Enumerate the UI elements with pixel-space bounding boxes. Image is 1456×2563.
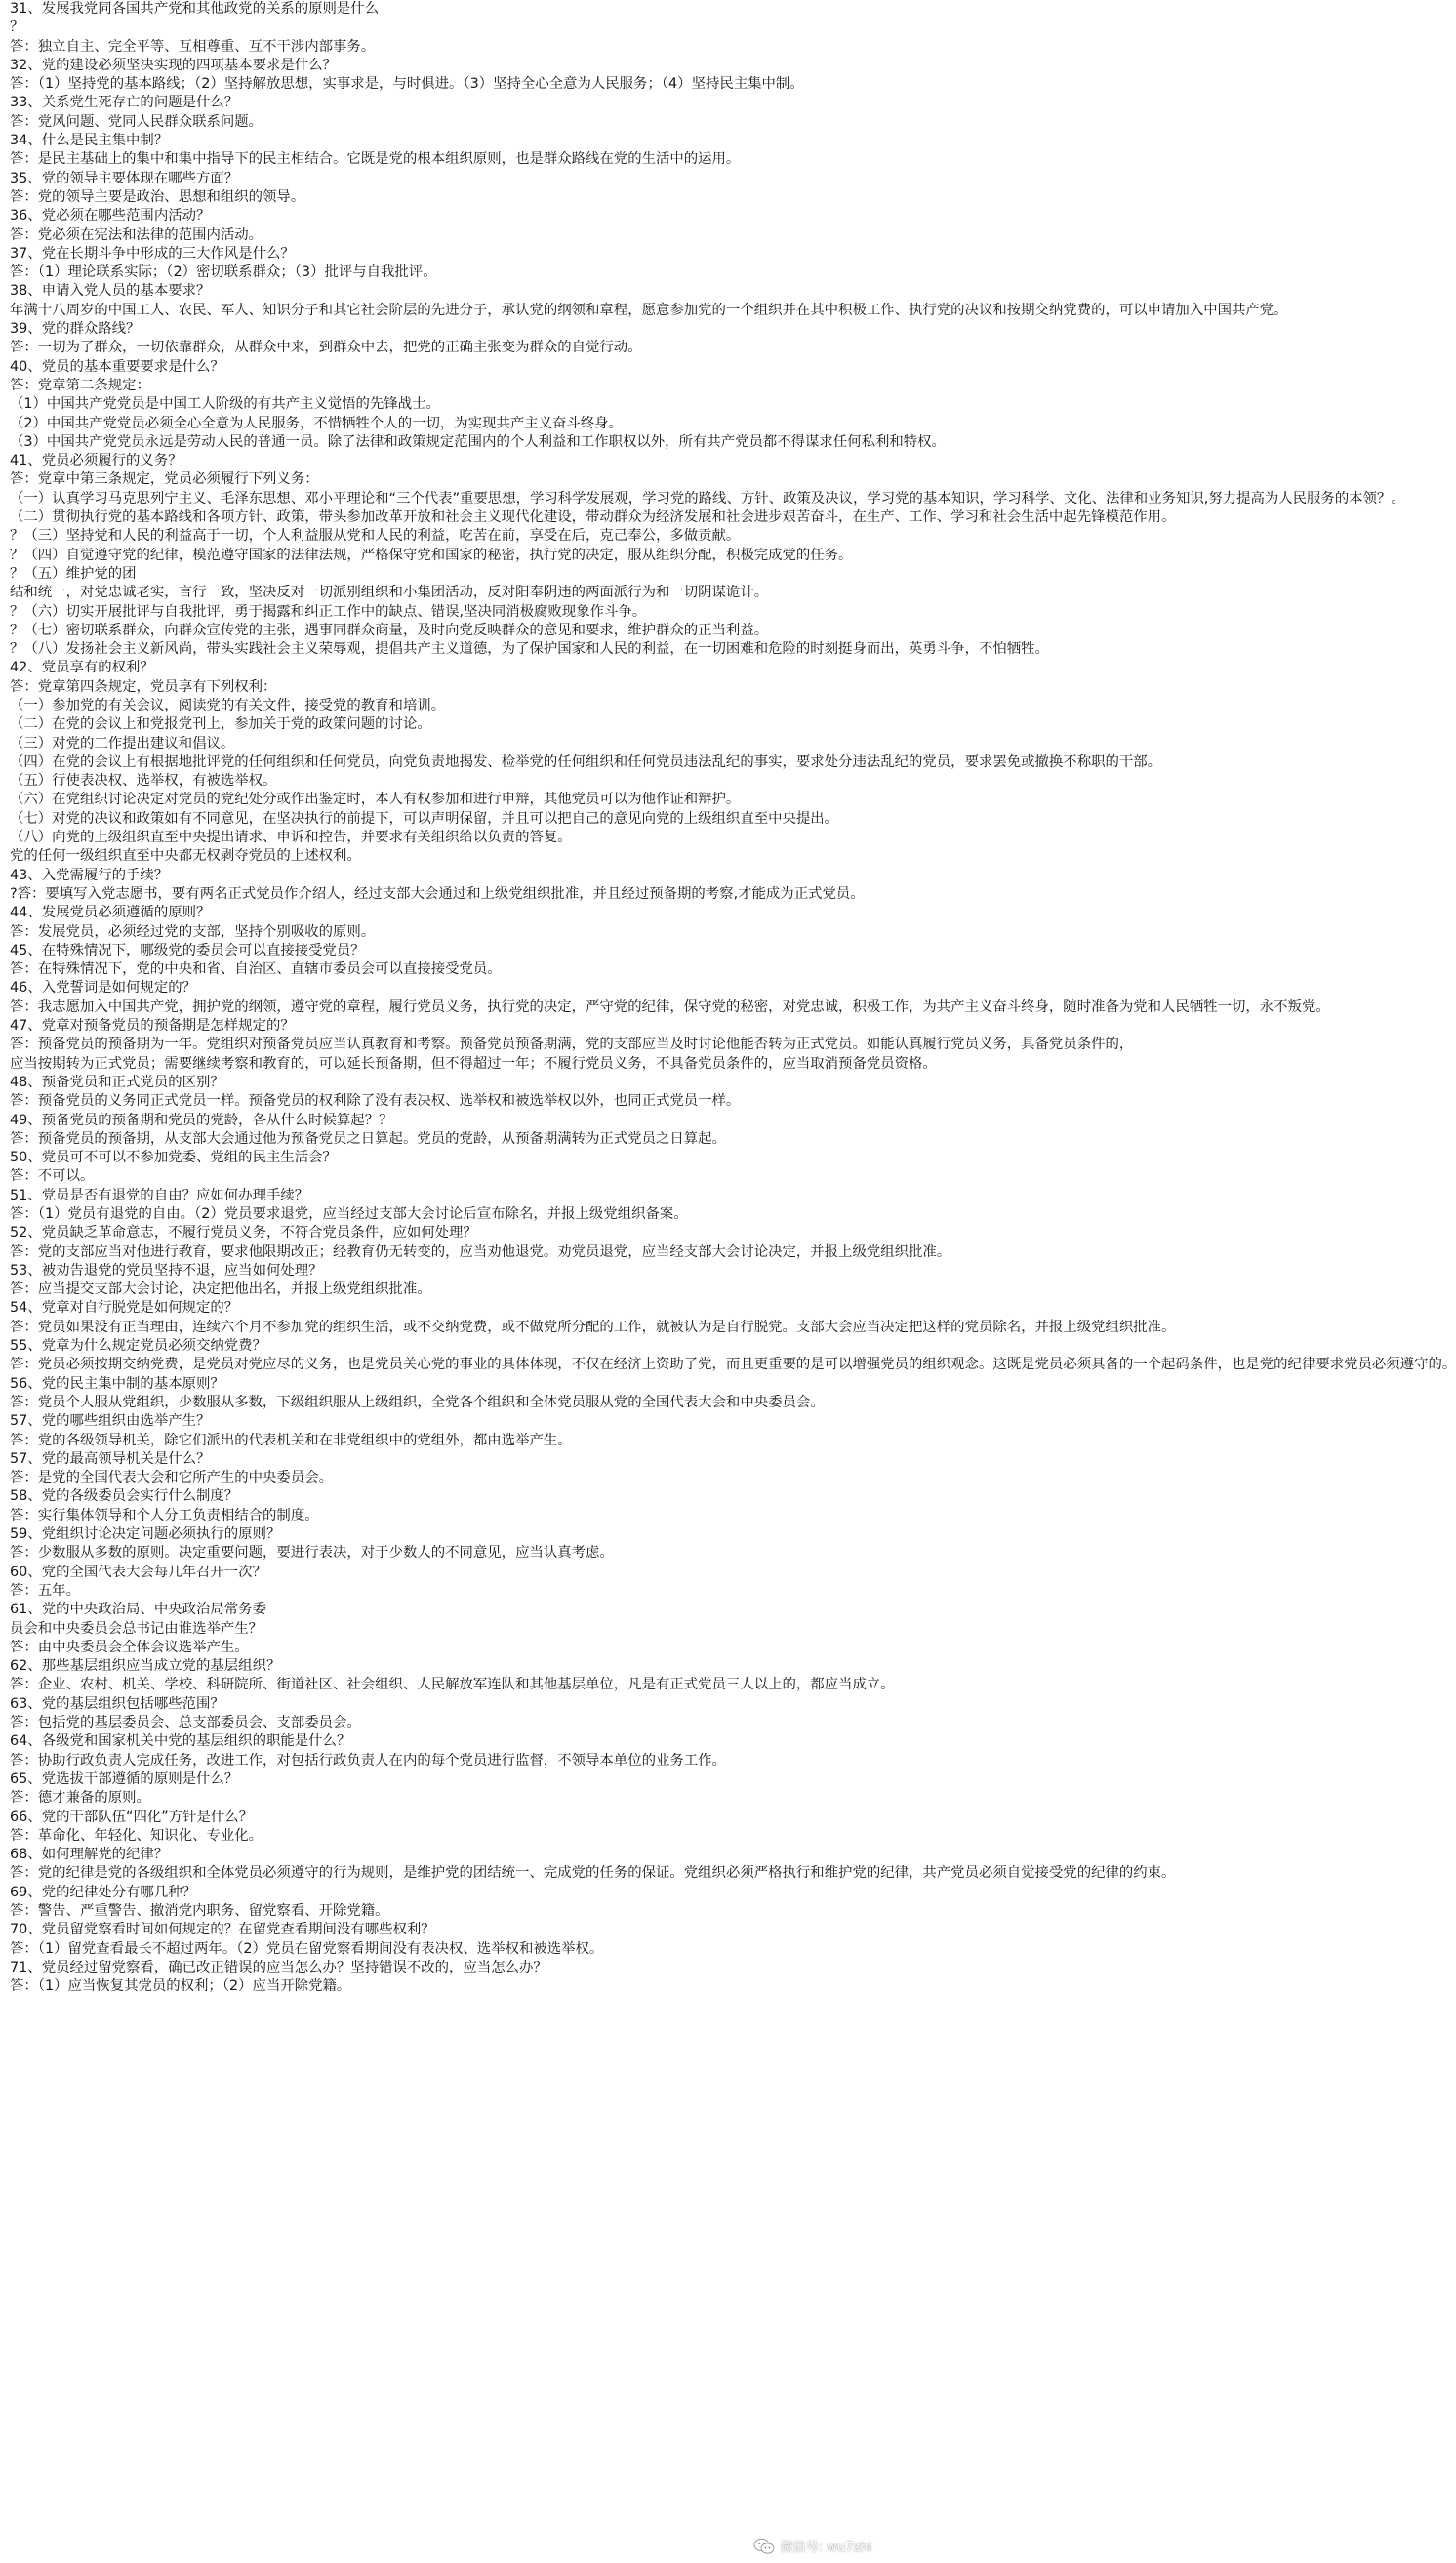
- text-line: 答：预备党员的预备期为一年。党组织对预备党员应当认真教育和考察。预备党员预备期满，党的支部应当及时讨论他能否转为正式党员。如能认真履行党员义务，具备党员条件的，: [10, 1037, 1134, 1053]
- text-line: 答：预备党员的义务同正式党员一样。预备党员的权利除了没有表决权、选举权和被选举权以外，也同正式党员一样。: [10, 1093, 741, 1110]
- text-line: 答：革命化、年轻化、知识化、专业化。: [10, 1827, 263, 1844]
- question-line: 69、党的纪律处分有哪几种？: [10, 1884, 196, 1900]
- question-line: 50、党员可不可以不参加党委、党组的民主生活会？: [10, 1150, 337, 1166]
- question-line: 62、那些基层组织应当成立党的基层组织？: [10, 1658, 281, 1675]
- question-line: 63、党的基层组织包括哪些范围？: [10, 1695, 224, 1712]
- text-line: （二）贯彻执行党的基本路线和各项方针、政策，带头参加改革开放和社会主义现代化建设，带动群众为经济发展和社会进步艰苦奋斗，在生产、工作、学习和社会生活中起先锋模范作用。: [10, 509, 1176, 526]
- text-line: 答：党风问题、党同人民群众联系问题。: [10, 113, 263, 130]
- text-line: （一）认真学习马克思列宁主义、毛泽东思想、邓小平理论和“三个代表”重要思想，学习科学发展观，学习党的路线、方针、政策及决议，学习党的基本知识，学习科学、文化、法律和业务知识,努力提高为人民服务的本领？。: [10, 490, 1405, 507]
- text-line: 答：党的支部应当对他进行教育，要求他限期改正；经教育仍无转变的，应当劝他退党。劝党员退党，应当经支部大会讨论决定，并报上级党组织批准。: [10, 1243, 951, 1260]
- question-line: 49、预备党员的预备期和党员的党龄，各从什么时候算起？？: [10, 1112, 393, 1128]
- text-line: （五）行使表决权、选举权，有被选举权。: [10, 773, 277, 790]
- text-line: ？（五）维护党的团: [10, 565, 137, 582]
- question-line: 37、党在长期斗争中形成的三大作风是什么？: [10, 245, 295, 262]
- text-line: （七）对党的决议和政策如有不同意见，在坚决执行的前提下，可以声明保留，并且可以把自己的意见向党的上级组织直至中央提出。: [10, 810, 839, 827]
- question-line: 36、党必须在哪些范围内活动？: [10, 208, 211, 224]
- text-line: 答：不可以。: [10, 1168, 95, 1185]
- text-line: 答：德才兼备的原则。: [10, 1790, 150, 1807]
- text-line: 答：党章第二条规定：: [10, 377, 150, 393]
- question-line: 48、预备党员和正式党员的区别？: [10, 1074, 224, 1090]
- question-line: 60、党的全国代表大会每几年召开一次？: [10, 1564, 266, 1580]
- text-line: 答：是党的全国代表大会和它所产生的中央委员会。: [10, 1470, 333, 1486]
- text-line: （一）参加党的有关会议，阅读党的有关文件，接受党的教育和培训。: [10, 697, 446, 713]
- watermark-label: 微信号: wu7zhi: [780, 2541, 871, 2555]
- question-line: 66、党的干部队伍“四化”方针是什么？: [10, 1809, 254, 1825]
- question-line: 52、党员缺乏革命意志，不履行党员义务，不符合党员条件，应如何处理？: [10, 1225, 477, 1241]
- question-line: 64、各级党和国家机关中党的基层组织的职能是什么？: [10, 1733, 351, 1750]
- question-line: 55、党章为什么规定党员必须交纳党费？: [10, 1338, 266, 1355]
- document-text: [10, 0, 1456, 1996]
- text-line: 答：我志愿加入中国共产党，拥护党的纲领，遵守党的章程，履行党员义务，执行党的决定，严守党的纪律，保守党的秘密，对党忠诚，积极工作，为共产主义奋斗终身，随时准备为党和人民牺牲一切，永不叛党。: [10, 998, 1330, 1015]
- text-line: ？（四）自觉遵守党的纪律，模范遵守国家的法律法规，严格保守党和国家的秘密，执行党的决定，服从组织分配，积极完成党的任务。: [10, 547, 853, 563]
- text-line: 应当按期转为正式党员；需要继续考察和教育的，可以延长预备期，但不得超过一年；不履行党员义务，不具备党员条件的，应当取消预备党员资格。: [10, 1055, 937, 1072]
- text-line: 年满十八周岁的中国工人、农民、军人、知识分子和其它社会阶层的先进分子，承认党的纲领和章程，愿意参加党的一个组织并在其中积极工作、执行党的决议和按期交纳党费的，可以申请加入中国共产党。: [10, 302, 1288, 318]
- text-line: （八）向党的上级组织直至中央提出请求、申诉和控告，并要求有关组织给以负责的答复。: [10, 830, 572, 846]
- text-line: 答：党员如果没有正当理由，连续六个月不参加党的组织生活，或不交纳党费，或不做党所分配的工作，就被认为是自行脱党。支部大会应当决定把这样的党员除名，并报上级党组织批准。: [10, 1319, 1176, 1335]
- text-line: 答：是民主基础上的集中和集中指导下的民主相结合。它既是党的根本组织原则，也是群众路线在党的生活中的运用。: [10, 151, 741, 168]
- question-line: 39、党的群众路线？: [10, 321, 141, 338]
- question-line: 47、党章对预备党员的预备期是怎样规定的？: [10, 1018, 295, 1035]
- question-line: 59、党组织讨论决定问题必须执行的原则？: [10, 1526, 281, 1543]
- text-line: 答：应当提交支部大会讨论，决定把他出名，并报上级党组织批准。: [10, 1282, 431, 1298]
- question-line: 71、党员经过留党察看，确已改正错误的应当怎么办？坚持错误不改的，应当怎么办？: [10, 1959, 547, 1975]
- text-line: 答：（1）党员有退党的自由。（2）党员要求退党，应当经过支部大会讨论后宣布除名，并报上级党组织备案。: [10, 1206, 688, 1222]
- text-line: 答：党的纪律是党的各级组织和全体党员必须遵守的行为规则，是维护党的团结统一、完成党的任务的保证。党组织必须严格执行和维护党的纪律，共产党员必须自觉接受党的纪律的约束。: [10, 1865, 1176, 1882]
- question-line: 57、党的最高领导机关是什么？: [10, 1450, 211, 1467]
- question-line: 35、党的领导主要体现在哪些方面？: [10, 170, 239, 186]
- text-line: 答：（1）理论联系实际；（2）密切联系群众；（3）批评与自我批评。: [10, 264, 437, 281]
- text-line: （3）中国共产党党员永远是劳动人民的普通一员。除了法律和政策规定范围内的个人利益和工作职权以外，所有共产党员都不得谋求任何私利和特权。: [10, 433, 946, 450]
- text-line: 结和统一，对党忠诚老实，言行一致，坚决反对一切派别组织和小集团活动，反对阳奉阴违的两面派行为和一切阴谋诡计。: [10, 585, 769, 601]
- text-line: 答：党员个人服从党组织，少数服从多数，下级组织服从上级组织，全党各个组织和全体党员服从党的全国代表大会和中央委员会。: [10, 1394, 825, 1410]
- text-line: （四）在党的会议上有根据地批评党的任何组织和任何党员，向党负责地揭发、检举党的任何组织和任何党员违法乱纪的事实，要求处分违法乱纪的党员，要求罢免或撤换不称职的干部。: [10, 753, 1162, 770]
- question-line: 68、如何理解党的纪律？: [10, 1847, 169, 1863]
- text-line: 答：发展党员，必须经过党的支部，坚持个别吸收的原则。: [10, 923, 376, 940]
- text-line: 答：预备党员的预备期，从支部大会通过他为预备党员之日算起。党员的党龄，从预备期满转为正式党员之日算起。: [10, 1130, 726, 1147]
- question-line: 53、被劝告退党的党员坚持不退，应当如何处理？: [10, 1262, 323, 1279]
- text-line: （三）对党的工作提出建议和倡议。: [10, 735, 235, 752]
- question-line: 43、入党需履行的手续？: [10, 867, 169, 883]
- text-line: 答：包括党的基层委员会、总支部委员会、支部委员会。: [10, 1715, 361, 1731]
- text-line: 答：实行集体领导和个人分工负责相结合的制度。: [10, 1507, 319, 1524]
- watermark: [753, 2537, 871, 2555]
- text-line: 答：企业、农村、机关、学校、科研院所、街道社区、社会组织、人民解放军连队和其他基层单位，凡是有正式党员三人以上的，都应当成立。: [10, 1677, 895, 1693]
- text-line: （六）在党组织讨论决定对党员的党纪处分或作出鉴定时，本人有权参加和进行申辩，其他党员可以为他作证和辩护。: [10, 792, 741, 808]
- question-line: 31、发展我党同各国共产党和其他政党的关系的原则是什么: [10, 1, 380, 17]
- text-line: ?答：要填写入党志愿书，要有两名正式党员作介绍人，经过支部大会通过和上级党组织批准，并且经过预备期的考察,才能成为正式党员。: [10, 885, 865, 902]
- text-line: 答：党章第四条规定，党员享有下列权利：: [10, 678, 277, 695]
- text-line: ？（七）密切联系群众，向群众宣传党的主张，遇事同群众商量，及时向党反映群众的意见和要求，维护群众的正当利益。: [10, 622, 769, 638]
- text-line: 员会和中央委员会总书记由谁选举产生？: [10, 1620, 263, 1637]
- question-line: 42、党员享有的权利？: [10, 660, 154, 676]
- question-line: 54、党章对自行脱党是如何规定的？: [10, 1300, 239, 1317]
- text-line: 答：党必须在宪法和法律的范围内活动。: [10, 226, 263, 243]
- text-line: 答：警告、严重警告、撤消党内职务、留党察看、开除党籍。: [10, 1902, 389, 1919]
- text-line: （2）中国共产党党员必须全心全意为人民服务，不惜牺牲个人的一切，为实现共产主义奋斗终身。: [10, 415, 623, 431]
- text-line: 答：党的领导主要是政治、思想和组织的领导。: [10, 188, 305, 205]
- question-line: 34、什么是民主集中制？: [10, 133, 169, 149]
- text-line: 答：党的各级领导机关，除它们派出的代表机关和在非党组织中的党组外，都由选举产生。: [10, 1432, 572, 1448]
- text-line: 答：五年。: [10, 1582, 80, 1599]
- text-line: 答：（1）坚持党的基本路线；（2）坚持解放思想，实事求是，与时俱进。（3）坚持全心全意为人民服务；（4）坚持民主集中制。: [10, 76, 804, 93]
- wechat-icon: [753, 2538, 775, 2555]
- text-line: ？（八）发扬社会主义新风尚，带头实践社会主义荣辱观，提倡共产主义道德，为了保护国家和人民的利益，在一切困难和危险的时刻挺身而出，英勇斗争，不怕牺牲。: [10, 641, 1049, 658]
- question-line: 65、党选拔干部遵循的原则是什么？: [10, 1770, 239, 1787]
- text-line: 答：一切为了群众，一切依靠群众，从群众中来，到群众中去，把党的正确主张变为群众的自觉行动。: [10, 340, 642, 356]
- text-line: 答：（1）应当恢复其党员的权利；（2）应当开除党籍。: [10, 1978, 351, 1995]
- question-line: 38、申请入党人员的基本要求？: [10, 283, 211, 300]
- question-line: 70、党员留党察看时间如何规定的？在留党查看期间没有哪些权利？: [10, 1922, 435, 1938]
- text-line: 答：党员必须按期交纳党费，是党员对党应尽的义务，也是党员关心党的事业的具体体现，不仅在经济上资助了党，而且更重要的是可以增强党员的组织观念。这既是党员必须具备的一个起码条件，也是党的纪律要求党员必须遵守的。: [10, 1357, 1456, 1373]
- text-line: 答：独立自主、完全平等、互相尊重、互不干涉内部事务。: [10, 38, 376, 55]
- text-line: 党的任何一级组织直至中央都无权剥夺党员的上述权利。: [10, 848, 361, 865]
- question-line: 44、发展党员必须遵循的原则？: [10, 905, 211, 921]
- text-line: 答：（1）留党查看最长不超过两年。（2）党员在留党察看期间没有表决权、选举权和被选举权。: [10, 1940, 604, 1957]
- question-line: 33、关系党生死存亡的问题是什么？: [10, 95, 239, 111]
- question-line: 32、党的建设必须坚决实现的四项基本要求是什么？: [10, 57, 337, 73]
- question-line: 58、党的各级委员会实行什么制度？: [10, 1488, 239, 1505]
- text-line: 答：党章中第三条规定，党员必须履行下列义务：: [10, 471, 319, 488]
- question-line: 61、党的中央政治局、中央政治局常务委: [10, 1602, 266, 1618]
- question-line: 41、党员必须履行的义务？: [10, 453, 182, 469]
- question-line: 51、党员是否有退党的自由？应如何办理手续？: [10, 1187, 309, 1203]
- text-line: ？（六）切实开展批评与自我批评，勇于揭露和纠正工作中的缺点、错误,坚决同消极腐败现象作斗争。: [10, 603, 647, 620]
- question-line: 46、入党誓词是如何规定的？: [10, 980, 196, 997]
- text-line: （二）在党的会议上和党报党刊上，参加关于党的政策问题的讨论。: [10, 716, 431, 733]
- question-line: 45、在特殊情况下，哪级党的委员会可以直接接受党员？: [10, 942, 365, 958]
- question-line: 40、党员的基本重要要求是什么？: [10, 358, 224, 375]
- question-line: 56、党的民主集中制的基本原则？: [10, 1375, 224, 1392]
- text-line: ？（三）坚持党和人民的利益高于一切，个人利益服从党和人民的利益，吃苦在前，享受在后，克己奉公，多做贡献。: [10, 528, 741, 545]
- text-line: （1）中国共产党党员是中国工人阶级的有共产主义觉悟的先锋战士。: [10, 396, 440, 413]
- text-line: 答：少数服从多数的原则。决定重要问题，要进行表决，对于少数人的不同意见，应当认真考虑。: [10, 1545, 614, 1562]
- text-line: 答：由中央委员会全体会议选举产生。: [10, 1639, 249, 1655]
- text-line: ？: [10, 20, 24, 36]
- text-line: 答：在特殊情况下，党的中央和省、自治区、直辖市委员会可以直接接受党员。: [10, 961, 502, 978]
- question-line: 57、党的哪些组织由选举产生？: [10, 1413, 211, 1430]
- text-line: 答：协助行政负责人完成任务，改进工作，对包括行政负责人在内的每个党员进行监督，不领导本单位的业务工作。: [10, 1752, 726, 1769]
